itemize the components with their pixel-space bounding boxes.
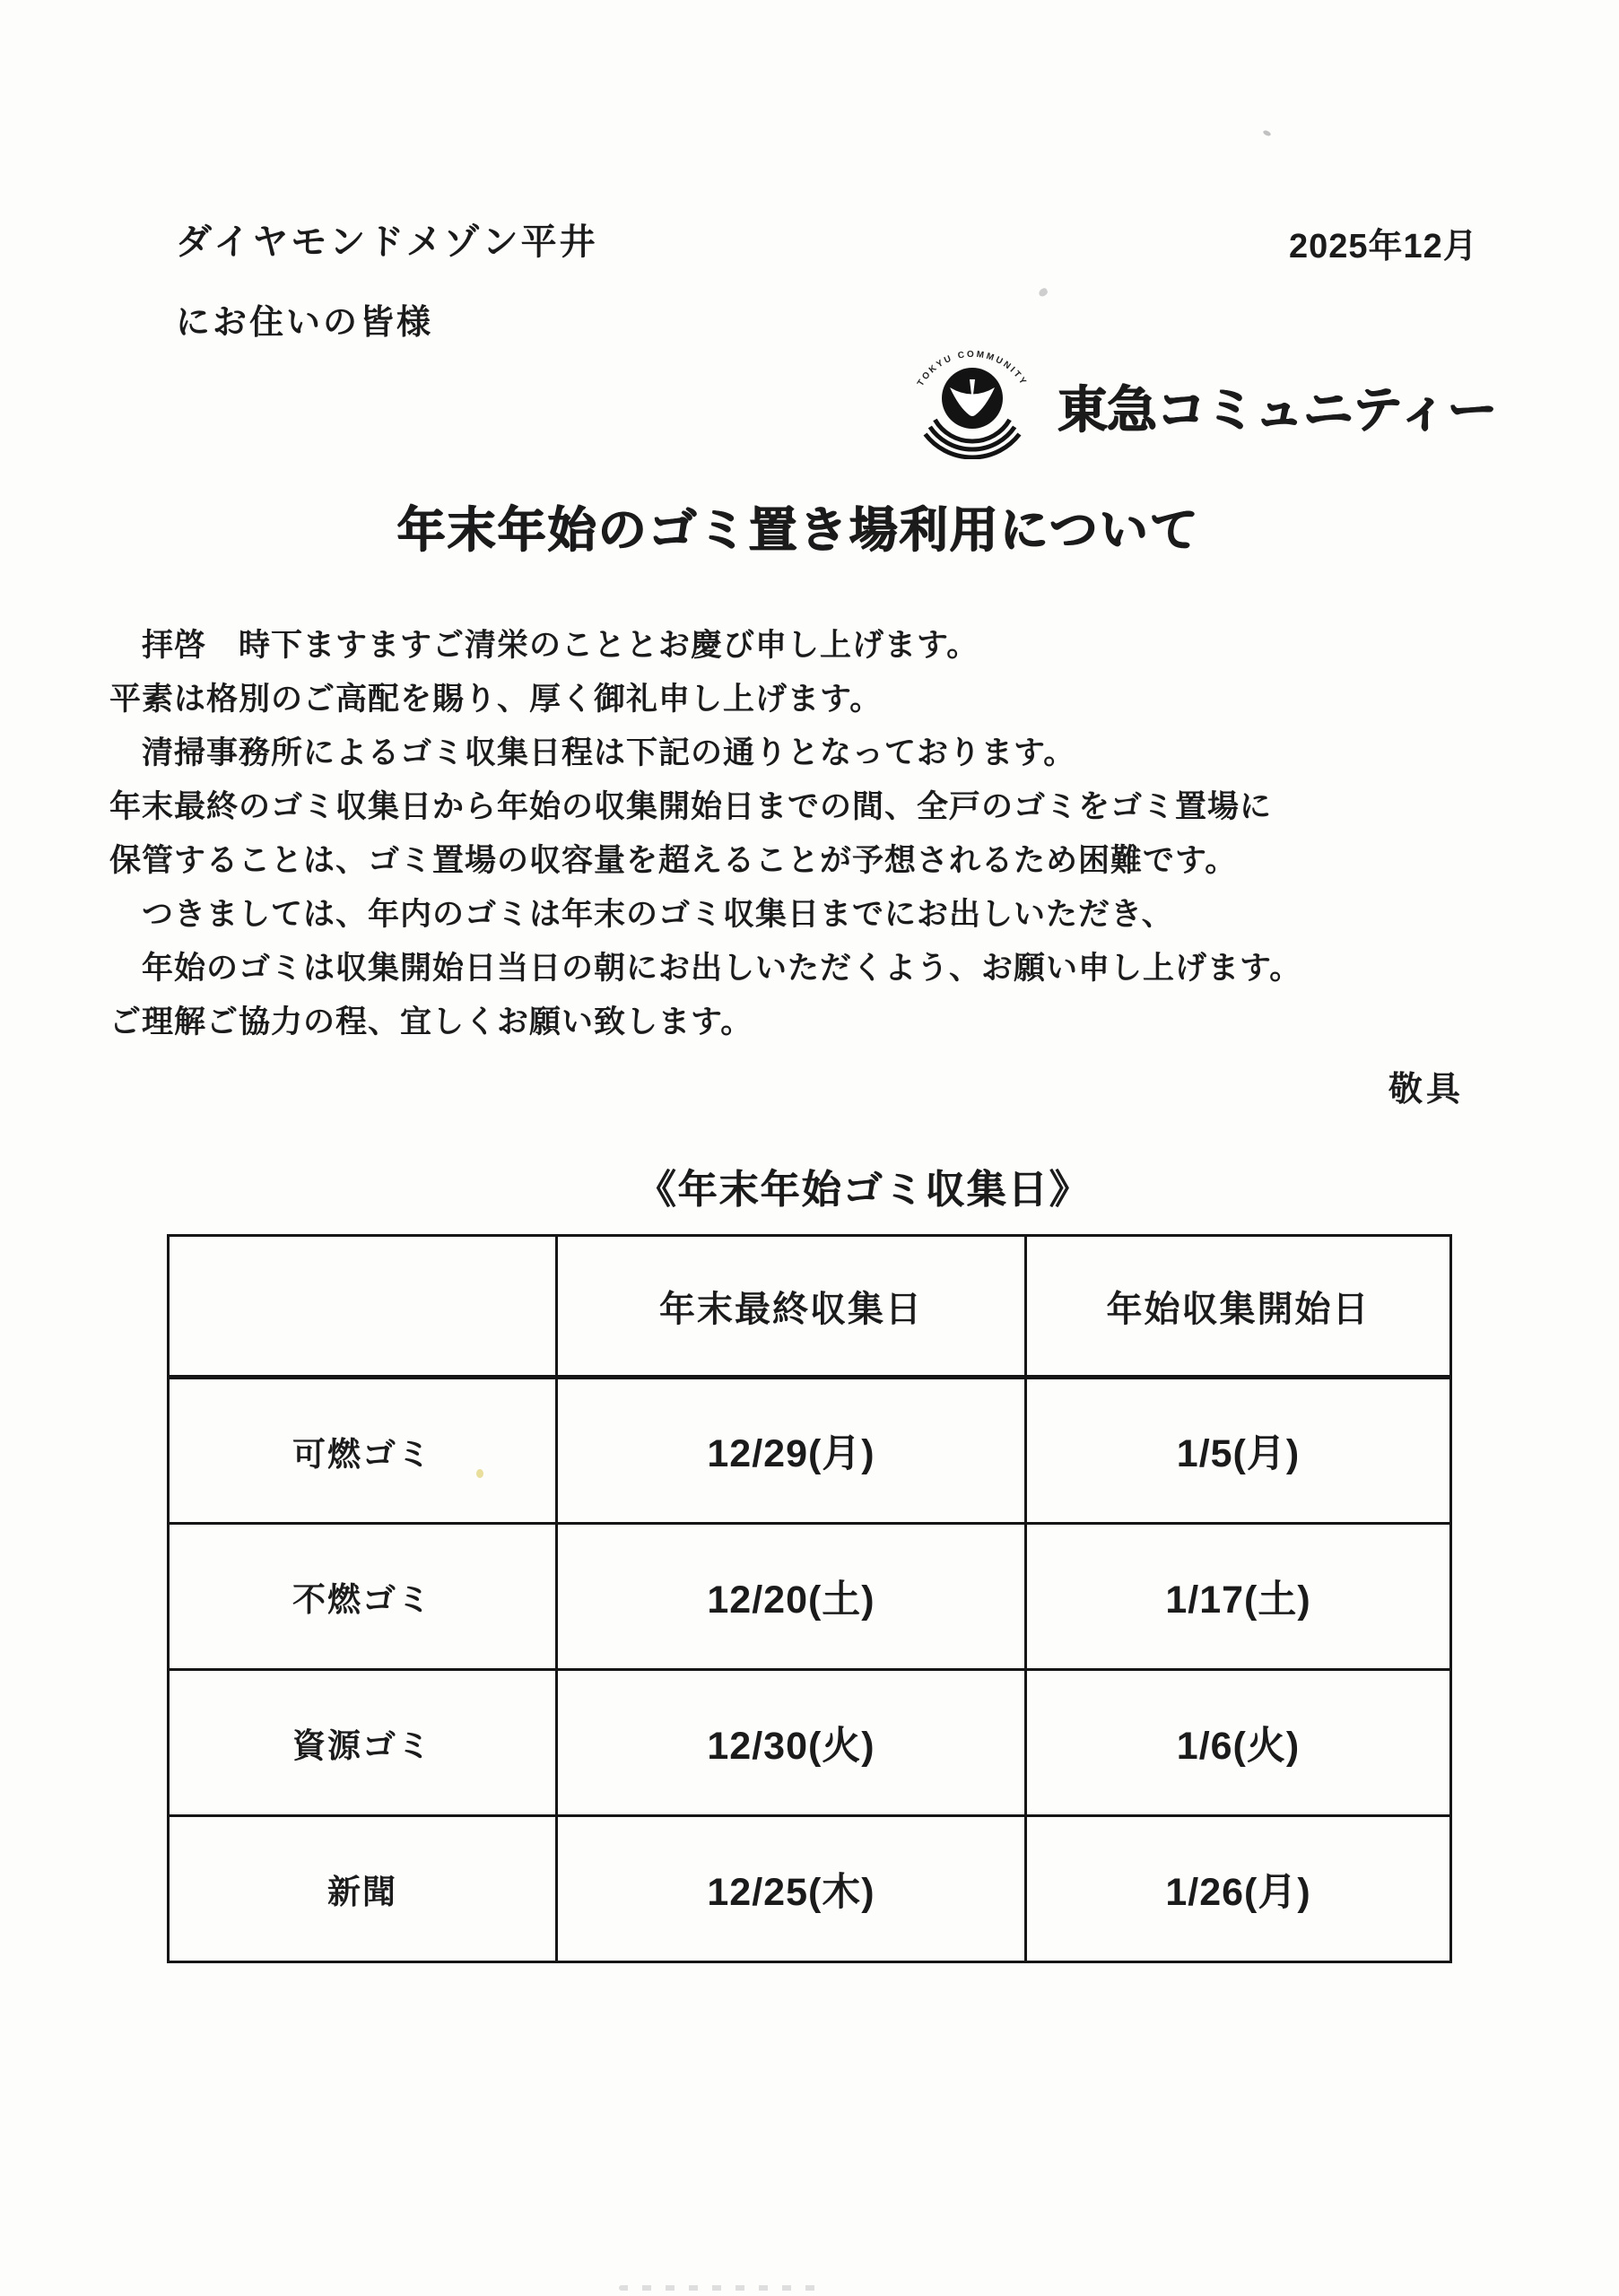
first-collection-date: 1/5(月) bbox=[1176, 1432, 1301, 1475]
body-line: 年始のゴミは収集開始日当日の朝にお出しいただくよう、お願い申し上げます。 bbox=[109, 951, 1302, 986]
first-collection-date: 1/17(土) bbox=[1165, 1578, 1311, 1622]
body-line: 保管することは、ゴミ置場の収容量を超えることが予想されるため困難です。 bbox=[109, 843, 1238, 878]
document-date: 2025年12月 bbox=[1289, 228, 1478, 265]
table-header-newyear-cell bbox=[1026, 1236, 1451, 1378]
last-collection-date: 12/29(月) bbox=[707, 1432, 875, 1475]
row-firstday-cell bbox=[1026, 1524, 1451, 1670]
waste-type-label: 新聞 bbox=[327, 1874, 397, 1910]
first-collection-date: 1/6(火) bbox=[1176, 1724, 1301, 1768]
row-type-cell bbox=[169, 1378, 557, 1524]
table-row-nonburnable bbox=[169, 1524, 1451, 1670]
body-line: 拝啓 時下ますますご清栄のこととお慶び申し上げます。 bbox=[109, 628, 979, 663]
company-logo bbox=[895, 341, 1496, 459]
row-firstday-cell bbox=[1026, 1378, 1451, 1524]
scan-speck bbox=[1038, 287, 1049, 298]
row-lastday-cell bbox=[557, 1816, 1026, 1962]
scan-speck bbox=[476, 1469, 483, 1478]
last-collection-date: 12/30(火) bbox=[707, 1724, 875, 1768]
last-collection-date: 12/20(土) bbox=[707, 1578, 875, 1622]
row-lastday-cell bbox=[557, 1670, 1026, 1816]
body-line: つきましては、年内のゴミは年末のゴミ収集日までにお出しいただき、 bbox=[109, 897, 1174, 932]
table-header-yearend-label: 年末最終収集日 bbox=[659, 1289, 923, 1329]
table-header-newyear-label: 年始収集開始日 bbox=[1106, 1289, 1371, 1329]
row-lastday-cell bbox=[557, 1378, 1026, 1524]
body-line: ご理解ご協力の程、宜しくお願い致します。 bbox=[109, 1004, 753, 1039]
table-header-row bbox=[169, 1236, 1451, 1378]
company-logotype: 東急コミュニティー bbox=[1058, 381, 1497, 438]
row-type-cell bbox=[169, 1524, 557, 1670]
waste-type-label: 可燃ゴミ bbox=[292, 1435, 432, 1473]
table-header-yearend-cell bbox=[557, 1236, 1026, 1378]
body-line: 清掃事務所によるゴミ収集日程は下記の通りとなっております。 bbox=[109, 735, 1076, 770]
waste-type-label: 不燃ゴミ bbox=[292, 1581, 432, 1618]
table-row-newspaper bbox=[169, 1816, 1451, 1962]
recipient-salutation: にお住いの皆様 bbox=[176, 304, 434, 342]
page-title: 年末年始のゴミ置き場利用について bbox=[396, 503, 1200, 557]
recipient-building-name: ダイヤモンドメゾン平井 bbox=[176, 222, 598, 262]
letter-body bbox=[109, 619, 1518, 1049]
tokyu-emblem-icon bbox=[895, 341, 1052, 459]
row-lastday-cell bbox=[557, 1524, 1026, 1670]
row-type-cell bbox=[169, 1670, 557, 1816]
letter-closing: 敬具 bbox=[1388, 1071, 1465, 1109]
scan-smudge bbox=[619, 2285, 825, 2291]
table-header-empty-cell bbox=[169, 1236, 557, 1378]
row-firstday-cell bbox=[1026, 1816, 1451, 1962]
emblem-arc-text: TOKYU COMMUNITY bbox=[915, 349, 1030, 388]
first-collection-date: 1/26(月) bbox=[1165, 1870, 1311, 1914]
schedule-table-title: 《年末年始ゴミ収集日》 bbox=[636, 1168, 1091, 1212]
table-row-burnable bbox=[169, 1378, 1451, 1524]
body-line: 平素は格別のご高配を賜り、厚く御礼申し上げます。 bbox=[109, 682, 883, 717]
last-collection-date: 12/25(木) bbox=[707, 1870, 875, 1914]
body-line: 年末最終のゴミ収集日から年始の収集開始日までの間、全戸のゴミをゴミ置場に bbox=[109, 789, 1273, 824]
row-type-cell bbox=[169, 1816, 557, 1962]
collection-schedule-table bbox=[167, 1234, 1452, 1963]
table-row-recyclable bbox=[169, 1670, 1451, 1816]
scan-speck bbox=[1262, 129, 1271, 136]
row-firstday-cell bbox=[1026, 1670, 1451, 1816]
waste-type-label: 資源ゴミ bbox=[292, 1727, 432, 1764]
